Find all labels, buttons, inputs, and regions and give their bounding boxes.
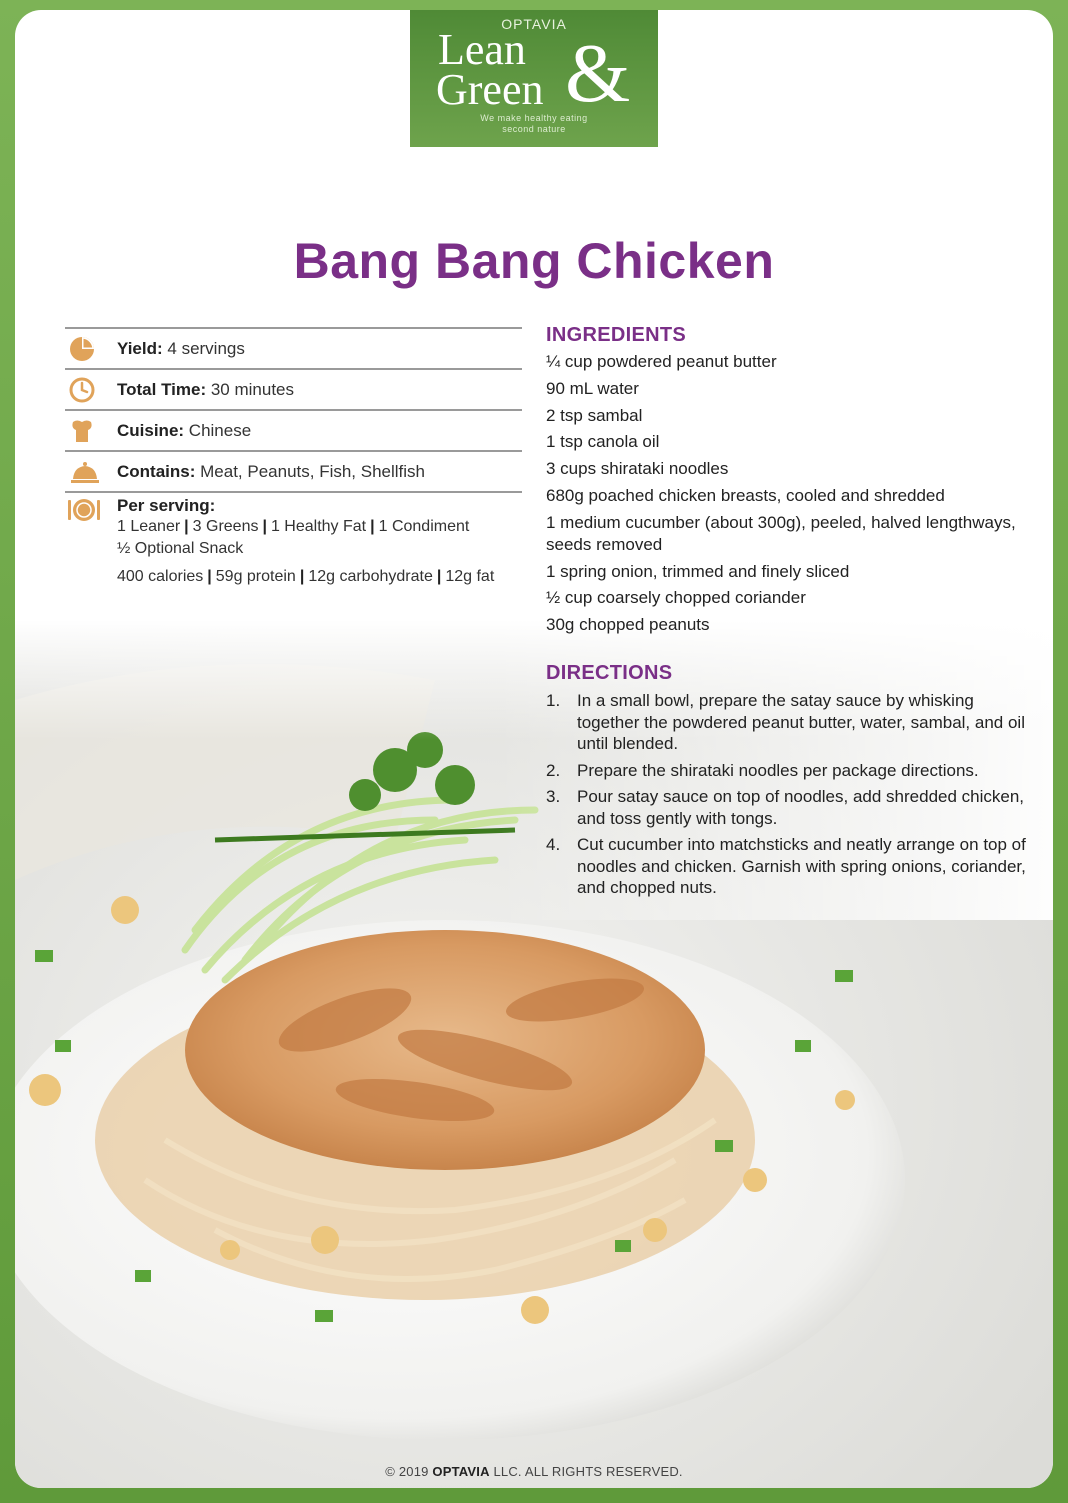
serving-item: 1 Healthy Fat <box>270 518 367 535</box>
ingredients-list <box>546 351 1026 636</box>
step-text: Pour satay sauce on top of noodles, add shredded chicken, and toss gently with tongs. <box>577 787 1025 828</box>
step-number: 2. <box>546 760 561 780</box>
separator: | <box>184 518 189 535</box>
time-row <box>65 368 522 409</box>
recipe-info-table <box>65 327 522 593</box>
directions-heading: DIRECTIONS <box>546 662 673 684</box>
cuisine-label: Cuisine: <box>117 421 185 440</box>
serving-item: 3 Greens <box>192 518 259 535</box>
yield-text <box>117 339 245 359</box>
nutrition-facts <box>117 568 494 586</box>
separator: | <box>262 518 267 535</box>
serving-items <box>117 518 469 536</box>
yield-row <box>65 327 522 368</box>
ingredient-item: 1 spring onion, trimmed and finely sliced <box>546 561 850 581</box>
logo-green: Green <box>436 65 544 114</box>
copyright-brand: OPTAVIA <box>432 1464 490 1479</box>
ingredient-item: ¼ cup powdered peanut butter <box>546 352 777 371</box>
logo-tagline-line2: second nature <box>502 124 566 134</box>
plate-cutlery-icon <box>67 498 101 522</box>
contains-text <box>117 462 425 482</box>
ingredient-item: 1 tsp canola oil <box>546 432 660 452</box>
directions-list <box>546 690 1026 904</box>
ingredient-item: 90 mL water <box>546 378 639 398</box>
time-text <box>117 380 294 400</box>
direction-step <box>546 690 1026 755</box>
separator: | <box>370 518 375 535</box>
serving-extra: ½ Optional Snack <box>117 540 244 557</box>
yield-label: Yield: <box>117 339 163 358</box>
nutrition-item: 12g fat <box>445 568 495 585</box>
direction-step <box>546 834 1026 899</box>
step-number: 3. <box>546 787 561 806</box>
direction-step <box>546 760 1026 782</box>
ingredient-item: 3 cups shirataki noodles <box>546 459 729 479</box>
direction-step <box>546 786 1026 829</box>
cloche-icon <box>69 459 101 485</box>
ingredient-item: ½ cup coarsely chopped coriander <box>546 588 806 608</box>
copyright-footer <box>15 1464 1053 1479</box>
copyright-suffix: LLC. ALL RIGHTS RESERVED. <box>489 1464 683 1479</box>
step-number: 1. <box>546 691 561 710</box>
serving-item: 1 Leaner <box>117 518 181 535</box>
recipe-title: Bang Bang Chicken <box>293 233 775 289</box>
pie-chart-icon <box>69 336 95 362</box>
nutrition-item: 400 calories <box>117 568 204 585</box>
nutrition-item: 59g protein <box>215 568 296 585</box>
optavia-logo <box>410 10 658 147</box>
ingredient-item: 1 medium cucumber (about 300g), peeled, halved lengthways, seeds removed <box>546 512 1016 554</box>
ingredient-item: 30g chopped peanuts <box>546 615 710 635</box>
separator: | <box>299 568 305 585</box>
nutrition-item: 12g carbohydrate <box>308 568 433 585</box>
separator: | <box>207 568 212 585</box>
yield-value: 4 servings <box>167 339 245 358</box>
time-label: Total Time: <box>117 380 207 399</box>
time-value: 30 minutes <box>210 380 295 399</box>
clock-icon <box>69 377 95 403</box>
step-number: 4. <box>546 835 561 854</box>
per-serving-label: Per serving: <box>117 496 216 515</box>
cuisine-value: Chinese <box>188 421 252 440</box>
contains-label: Contains: <box>117 462 196 481</box>
separator: | <box>436 568 442 585</box>
serving-item: 1 Condiment <box>378 518 470 535</box>
step-text: Prepare the shirataki noodles per package directions. <box>577 760 979 780</box>
contains-value: Meat, Peanuts, Fish, Shellfish <box>200 462 426 481</box>
chef-hat-icon <box>69 418 95 444</box>
ingredient-item: 680g poached chicken breasts, cooled and shredded <box>546 485 945 505</box>
step-text: In a small bowl, prepare the satay sauce by whisking together the powdered peanut butter, water, sambal, and oil until blended. <box>577 691 1025 753</box>
logo-tagline <box>410 113 658 135</box>
per-serving-row <box>65 491 522 593</box>
logo-tagline-line1: We make healthy eating <box>480 113 588 123</box>
copyright-prefix: © 2019 <box>385 1464 433 1479</box>
recipe-card <box>15 10 1053 1488</box>
contains-row <box>65 450 522 491</box>
recipe-content <box>546 324 1026 897</box>
ingredients-heading: INGREDIENTS <box>546 324 686 346</box>
cuisine-text <box>117 421 251 441</box>
cuisine-row <box>65 409 522 450</box>
logo-brand: OPTAVIA <box>501 16 567 32</box>
logo-lean: Lean <box>438 25 526 74</box>
step-text: Cut cucumber into matchsticks and neatly arrange on top of noodles and chicken. Garnish with spring onions, coriander, and chopped nuts. <box>577 835 1026 897</box>
logo-ampersand: & <box>565 27 631 120</box>
ingredient-item: 2 tsp sambal <box>546 405 643 425</box>
